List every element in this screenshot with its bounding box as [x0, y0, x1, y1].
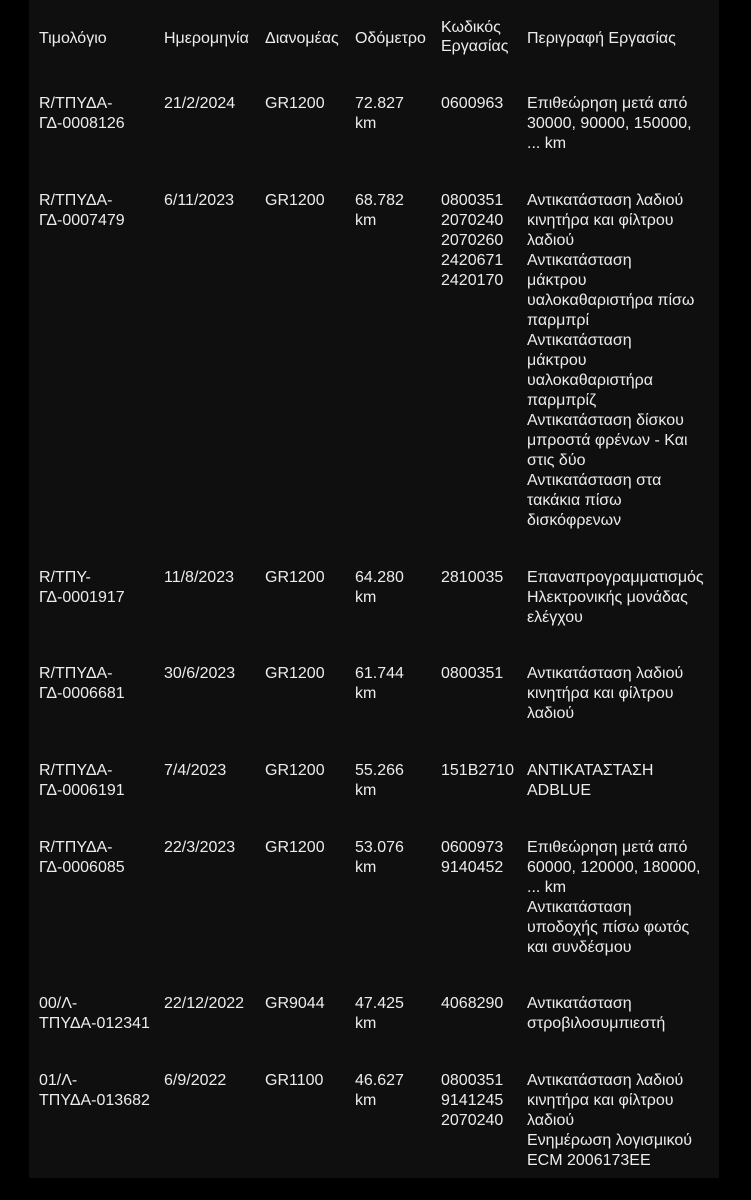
row-distributor: GR1200 — [265, 95, 325, 112]
row-distributor: GR1200 — [265, 839, 325, 856]
row-work-codes: 0800351 2070240 2070260 2420671 2420170 — [441, 192, 504, 289]
row-work-description: Επιθεώρηση μετά από 60000, 120000, 180000, ... km Αντικατάσταση υποδοχής πίσω φωτός και συνδέσμου — [527, 839, 701, 956]
row-invoice: R/ΤΠΥΔΑ- ΓΔ-0007479 — [39, 192, 125, 229]
row-odometer: 53.076 km — [355, 839, 404, 876]
row-odometer: 72.827 km — [355, 95, 404, 132]
row-work-codes: 0800351 9141245 2070240 — [441, 1072, 504, 1129]
row-odometer: 64.280 km — [355, 569, 404, 606]
row-work-description: Αντικατάσταση λαδιού κινητήρα και φίλτρου λαδιού — [527, 665, 684, 722]
header-odometer: Οδόμετρο — [355, 30, 426, 47]
row-odometer: 47.425 km — [355, 995, 404, 1032]
row-date: 7/4/2023 — [164, 762, 227, 779]
row-invoice: R/ΤΠΥΔΑ- ΓΔ-0006681 — [39, 665, 125, 702]
row-invoice: R/ΤΠΥΔΑ- ΓΔ-0006191 — [39, 762, 125, 799]
row-work-description: Αντικατάσταση λαδιού κινητήρα και φίλτρου λαδιού Ενημέρωση λογισμικού ECM 2006173EE — [527, 1072, 693, 1169]
row-date: 6/11/2023 — [164, 192, 234, 209]
row-distributor: GR1200 — [265, 665, 325, 682]
row-odometer: 68.782 km — [355, 192, 404, 229]
header-work-description: Περιγραφή Εργασίας — [527, 30, 676, 47]
row-distributor: GR1200 — [265, 569, 325, 586]
row-work-description: Αντικατάσταση στροβιλοσυμπιεστή — [527, 995, 666, 1032]
row-work-description: ΑΝΤΙΚΑΤΑΣΤΑΣΗ ADBLUE — [527, 762, 654, 799]
header-distributor: Διανομέας — [265, 30, 339, 47]
row-work-description: Αντικατάσταση λαδιού κινητήρα και φίλτρου λαδιού Αντικατάσταση μάκτρου υαλοκαθαριστήρα πίσω παρμπρί Αντικατάσταση μάκτρου υαλοκαθαριστήρα παρμπρίζ Αντικατάσταση δίσκου μπροστά φρένων - Και στις δύο Αντικατάσταση στα τακάκια πίσω δισκόφρενων — [527, 192, 695, 529]
row-date: 22/3/2023 — [164, 839, 236, 856]
header-date: Ημερομηνία — [164, 30, 249, 47]
row-work-codes: 0600963 — [441, 95, 504, 112]
row-distributor: GR1100 — [265, 1072, 324, 1089]
row-date: 6/9/2022 — [164, 1072, 227, 1089]
row-work-description: Επιθεώρηση μετά από 30000, 90000, 150000, ... km — [527, 95, 692, 152]
row-odometer: 46.627 km — [355, 1072, 404, 1109]
row-date: 30/6/2023 — [164, 665, 236, 682]
row-work-codes: 0600973 9140452 — [441, 839, 504, 876]
header-invoice: Τιμολόγιο — [39, 30, 107, 47]
row-distributor: GR1200 — [265, 762, 325, 779]
row-date: 21/2/2024 — [164, 95, 236, 112]
row-work-codes: 4068290 — [441, 995, 504, 1012]
row-invoice: R/ΤΠΥΔΑ- ΓΔ-0006085 — [39, 839, 125, 876]
row-invoice: 00/Λ- ΤΠΥΔΑ-012341 — [39, 995, 150, 1032]
row-distributor: GR1200 — [265, 192, 325, 209]
row-work-codes: 2810035 — [441, 569, 504, 586]
row-invoice: R/ΤΠΥ- ΓΔ-0001917 — [39, 569, 125, 606]
row-odometer: 61.744 km — [355, 665, 404, 702]
row-invoice: R/ΤΠΥΔΑ- ΓΔ-0008126 — [39, 95, 125, 132]
row-distributor: GR9044 — [265, 995, 325, 1012]
row-work-codes: 151B2710 — [441, 762, 514, 779]
row-odometer: 55.266 km — [355, 762, 404, 799]
row-work-codes: 0800351 — [441, 665, 504, 682]
row-work-description: Επαναπρογραμματισμός Ηλεκτρονικής μονάδας ελέγχου — [527, 569, 704, 626]
row-date: 11/8/2023 — [164, 569, 234, 586]
row-invoice: 01/Λ- ΤΠΥΔΑ-013682 — [39, 1072, 150, 1109]
row-date: 22/12/2022 — [164, 995, 245, 1012]
header-work-code: Κωδικός Εργασίας — [441, 19, 509, 55]
